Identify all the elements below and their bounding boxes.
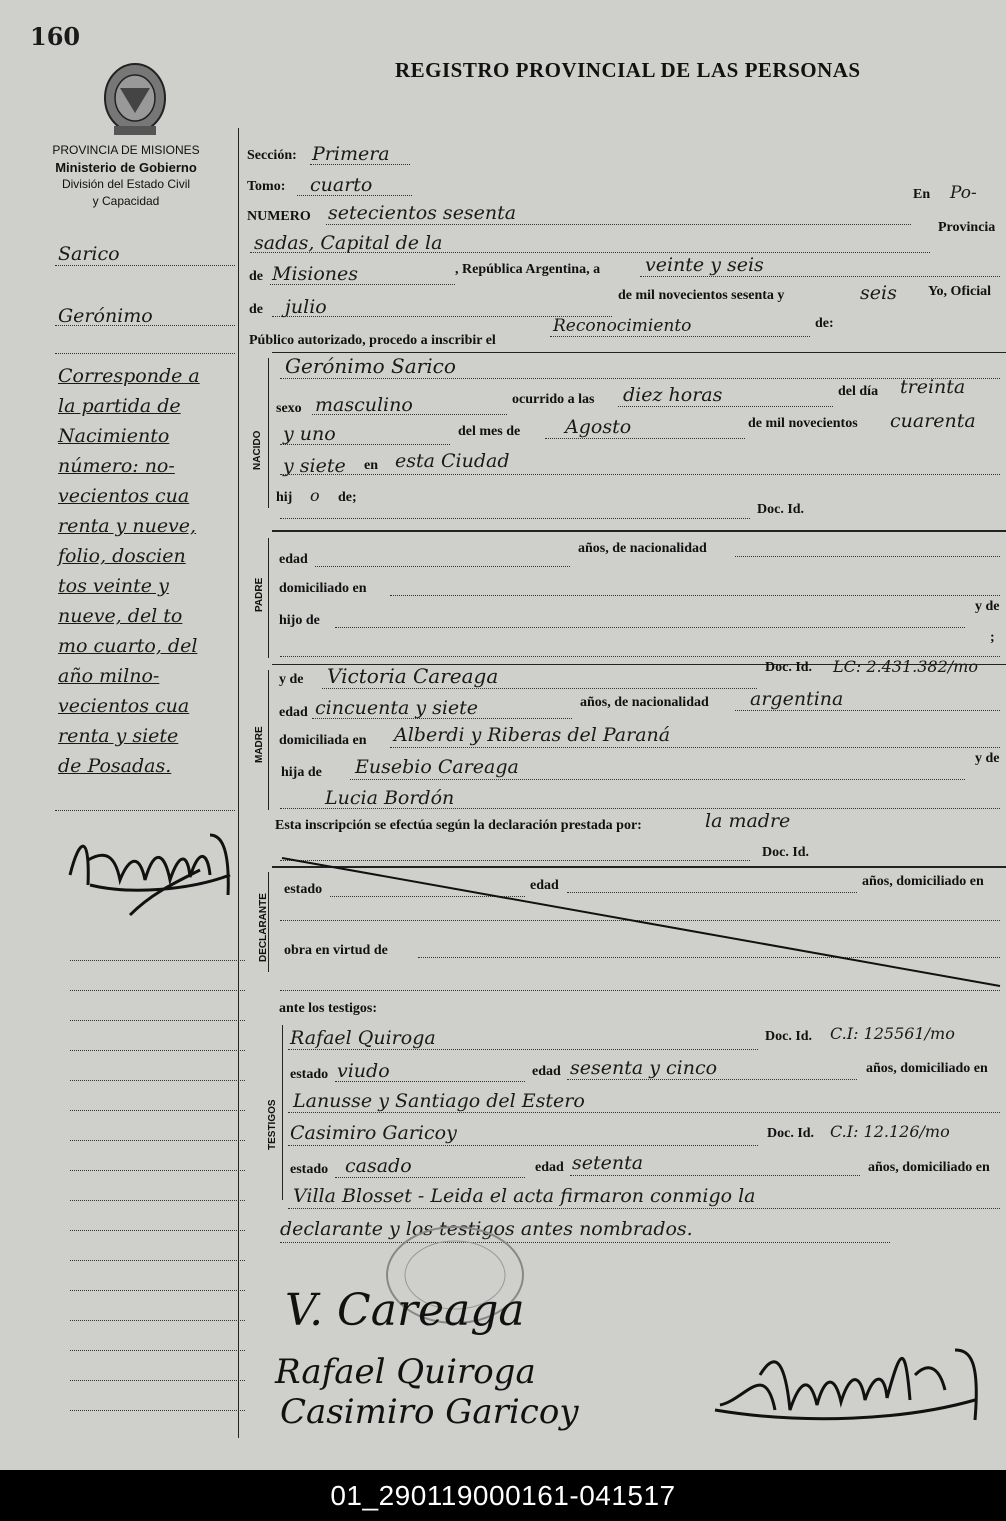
madre-domicilio-dots [390,747,1000,748]
anio-nacimiento-label: de mil novecientos [748,416,858,431]
annotation-line: tos veinte y [58,575,169,597]
padre-semicolon: ; [990,630,995,645]
madre-nombre: Victoria Careaga [327,664,499,688]
office-line: Ministerio de Gobierno [55,160,197,175]
madre-bracket [268,670,269,810]
en-value: Po- [950,183,977,203]
testigo2-nombre-dots [288,1145,758,1146]
numero-value: setecientos sesenta [328,202,517,224]
margin-line [70,1110,245,1111]
testigo1-estado-value: viudo [337,1060,390,1082]
margin-line [70,1200,245,1201]
margin-line [70,1290,245,1291]
margin-line [70,990,245,991]
madre-doc-label: Doc. Id. [765,660,813,675]
annotation-line: año milno- [58,665,160,687]
testigo1-anios-label: años, domiciliado en [866,1061,988,1076]
seccion-label: Sección: [247,148,297,163]
closing-line-2-dots [280,1242,890,1243]
archive-id-footer: 01_290119000161-041517 [0,1470,1006,1521]
testigo1-nombre-dots [288,1049,758,1050]
hijo-de-label: de; [338,490,357,505]
testigo1-edad-dots [567,1079,857,1080]
testigo1-doc-label: Doc. Id. [765,1029,813,1044]
mes-nacimiento-value: Agosto [565,416,632,438]
padre-yde-label: y de [975,599,1000,614]
tomo-value: cuarto [310,174,373,196]
padre-hijo-dots [335,627,965,628]
margin-line [70,1380,245,1381]
nacido-section-label: NACIDO [252,430,263,470]
testigo2-estado-dots [335,1177,525,1178]
nacido-bottom-rule [272,530,1006,532]
madre-padre-dots [350,779,965,780]
en-label: En [913,187,931,202]
anio-label: de mil novecientos sesenta y [618,288,785,303]
nacido-nombre: Gerónimo Sarico [285,354,456,378]
annotation-line: Nacimiento [58,425,170,447]
testigo1-estado-dots [335,1081,525,1082]
annotation-line: la partida de [58,395,181,417]
madre-section-label: MADRE [254,726,265,763]
signature-declarante: V. Careaga [285,1285,525,1336]
declarante-estado-label: estado [284,882,323,897]
del-dia-label: del día [838,384,879,399]
signature-testigo2: Casimiro Garicoy [280,1392,579,1432]
acto-value: Reconocimiento [553,316,692,336]
acto-dots [550,336,810,337]
hijo-o-value: o [310,486,320,505]
testigos-ante-label: ante los testigos: [279,1001,377,1016]
anio-nacimiento-value: cuarenta [890,410,976,432]
sexo-label: sexo [276,401,302,416]
nacido-top-rule [272,352,1006,353]
seccion-dots [310,164,410,165]
seccion-value: Primera [312,143,390,165]
margin-line [55,325,235,326]
republica-label: , República Argentina, a [455,262,601,277]
dia2-value: y uno [283,423,336,445]
declarante-edad-label: edad [530,878,559,893]
padre-edad-label: edad [279,552,308,567]
hijo-label: hij [276,490,293,505]
madre-yde2-label: y de [975,751,1000,766]
annotation-line: de Posadas. [58,755,172,777]
declarante-extra-dots [280,990,1000,991]
closing-line-2: declarante y los testigos antes nombrados. [280,1218,693,1240]
oficial-signature-icon [705,1330,990,1435]
document-title: REGISTRO PROVINCIAL DE LAS PERSONAS [395,58,861,82]
de2-label: de [249,302,263,317]
padre-edad-dots [315,566,570,567]
padre-domicilio-dots [390,595,1000,596]
padre-bracket [268,538,269,658]
declarante-cancel-stroke [280,856,1006,996]
declarante-anios-label: años, domiciliado en [862,874,984,889]
sexo-value: masculino [315,394,413,416]
padre-anios-label: años, de nacionalidad [578,541,707,556]
testigo1-edad-value: sesenta y cinco [570,1057,718,1079]
signature-testigo1: Rafael Quiroga [275,1352,536,1392]
dia-dots [640,276,1000,277]
declaracion-label: Esta inscripción se efectúa según la declaración prestada por: [275,818,642,833]
testigo1-nombre: Rafael Quiroga [290,1027,436,1049]
testigo2-doc-label: Doc. Id. [767,1126,815,1141]
mes-value: julio [285,296,327,318]
declarante-section-label: DECLARANTE [258,893,269,962]
margin-line [55,265,235,266]
publico-label: Público autorizado, procedo a inscribir el [249,333,496,348]
testigo2-nombre: Casimiro Garicoy [290,1122,457,1144]
madre-edad-value: cincuenta y siete [315,697,479,719]
dia-nacimiento-value: treinta [900,376,966,398]
annotation-line: folio, doscien [58,545,186,567]
declarante-obra-label: obra en virtud de [284,943,388,958]
madre-nacionalidad-dots [735,710,1000,711]
numero-dots [326,224,911,225]
office-line: División del Estado Civil [61,177,191,191]
de3-label: de: [815,316,834,331]
margin-given-name: Gerónimo [58,305,153,327]
ocurrido-label: ocurrido a las [512,392,595,407]
hora-dots [618,406,833,407]
anio2-value: y siete [283,455,346,477]
testigo2-edad-dots [570,1175,860,1176]
provincia-label: Provincia [938,220,996,235]
madre-padre-value: Eusebio Careaga [355,756,519,778]
testigo2-doc-value: C.I: 12.126/mo [830,1122,950,1141]
margin-line [70,1230,245,1231]
madre-nombre-dots [322,688,757,689]
madre-anios-label: años, de nacionalidad [580,695,709,710]
office-heading [20,142,232,210]
annotation-line: vecientos cua [58,695,190,717]
madre-madre-value: Lucia Bordón [325,787,455,809]
numero-label: NUMERO [247,209,311,224]
margin-signature-icon [60,815,240,920]
margin-line [70,1080,245,1081]
locality-dots [250,252,930,253]
testigos-section-label: TESTIGOS [267,1099,278,1150]
folio-number: 160 [30,22,81,51]
margin-line [70,1050,245,1051]
nacido-bracket [268,358,269,508]
padre-hijo-label: hijo de [279,613,320,628]
office-line: y Capacidad [92,194,160,208]
nacido-nombre-dots [280,378,1000,379]
office-line: PROVINCIA DE MISIONES [52,143,200,157]
locality-value: sadas, Capital de la [254,232,443,254]
anio-value: seis [860,282,897,304]
margin-line [55,353,235,354]
annotation-line: vecientos cua [58,485,190,507]
dia-value: veinte y seis [645,254,764,276]
provincia-value: Misiones [272,263,359,285]
declaracion-doc-label: Doc. Id. [762,845,810,860]
margin-surname: Sarico [58,243,120,265]
margin-line [70,1170,245,1171]
nacido-doc-dots [280,518,750,519]
testigo1-domicilio-dots [288,1112,1000,1113]
provincial-crest-icon [100,58,170,140]
testigos-bracket [282,1025,283,1200]
testigo2-estado-value: casado [345,1155,412,1177]
madre-nacionalidad-value: argentina [750,688,844,710]
lugar-value: esta Ciudad [395,450,510,472]
hora-value: diez horas [623,384,723,406]
madre-edad-label: edad [279,705,308,720]
testigo2-edad-label: edad [535,1160,564,1175]
annotation-line: mo cuarto, del [58,635,198,657]
margin-line [70,960,245,961]
lugar-label: en [364,458,378,473]
closing-line-1-dots [288,1208,1000,1209]
padre-domicilio-label: domiciliado en [279,581,367,596]
annotation-line: nueve, del to [58,605,183,627]
madre-doc-value: LC: 2.431.382/mo [833,657,978,676]
margin-line [70,1020,245,1021]
madre-domicilio-value: Alberdi y Riberas del Paraná [394,724,671,746]
sexo-dots [312,414,507,415]
madre-yde-label: y de [279,672,304,687]
lugar-dots [280,474,1000,475]
tomo-dots [297,195,412,196]
madre-domicilio-label: domiciliada en [279,733,367,748]
margin-divider [238,128,239,1438]
margin-line [55,810,235,811]
provincia-dots [270,284,455,285]
testigo1-estado-label: estado [290,1067,329,1082]
testigo2-anios-label: años, domiciliado en [868,1160,990,1175]
margin-line [70,1140,245,1141]
testigo1-doc-value: C.I: 125561/mo [830,1024,955,1043]
yo-oficial-label: Yo, Oficial [928,284,991,299]
padre-nacionalidad-dots [735,556,1000,557]
closing-line-1: Villa Blosset - Leida el acta firmaron conmigo la [293,1185,756,1207]
annotation-line: Corresponde a [58,365,200,387]
madre-edad-dots [312,718,572,719]
dia2-dots [280,444,450,445]
testigo2-estado-label: estado [290,1162,329,1177]
de-label: de [249,269,263,284]
margin-line [70,1260,245,1261]
declaracion-value: la madre [705,810,791,832]
testigo1-domicilio: Lanusse y Santiago del Estero [293,1090,585,1112]
mes-nacimiento-dots [545,438,745,439]
margin-line [70,1410,245,1411]
annotation-line: renta y nueve, [58,515,197,537]
margin-line [70,1320,245,1321]
margin-line [70,1350,245,1351]
padre-section-label: PADRE [254,577,265,612]
madre-madre-dots [280,808,1000,809]
annotation-line: renta y siete [58,725,179,747]
annotation-line: número: no- [58,455,175,477]
testigo1-edad-label: edad [532,1064,561,1079]
testigo2-edad-value: setenta [572,1152,644,1174]
tomo-label: Tomo: [247,179,286,194]
mes-label: del mes de [458,424,521,439]
madre-hija-label: hija de [281,765,322,780]
nacido-doc-label: Doc. Id. [757,502,805,517]
